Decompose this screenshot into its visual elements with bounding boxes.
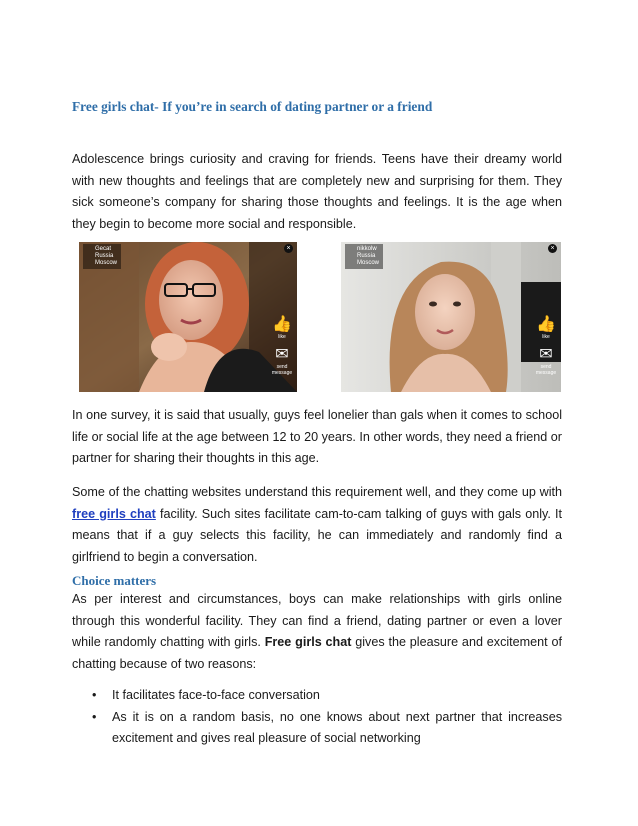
paragraph-choice-bold: Free girls chat xyxy=(264,635,352,649)
subheading-choice-matters: Choice matters xyxy=(72,573,157,588)
close-icon[interactable]: × xyxy=(284,244,293,253)
bullet-text: It facilitates face-to-face conversation xyxy=(112,688,320,702)
cam-location-city: Moscow xyxy=(357,260,380,266)
like-label: like xyxy=(542,334,550,340)
bullet-list xyxy=(72,685,562,750)
like-button[interactable] xyxy=(535,316,557,340)
list-item xyxy=(72,707,562,750)
paragraph-choice xyxy=(72,589,562,675)
thumbs-up-icon: 👍 xyxy=(272,316,292,333)
cam-username: Gecat xyxy=(95,246,112,252)
free-girls-chat-link[interactable]: free girls chat xyxy=(72,506,156,521)
bullet-icon: • xyxy=(92,709,97,724)
paragraph-intro: Adolescence brings curiosity and craving for friends. Teens have their dreamy world with new thoughts and feelings that are completely new and surprising for them. They sick someone’s company for sharing those thoughts and feelings. It is the age when they begin to become more social and responsible. xyxy=(72,152,562,231)
paragraph-websites-text-1: Some of the chatting websites understand this requirement well, and they come up with xyxy=(72,485,562,499)
send-message-button[interactable] xyxy=(535,346,557,376)
paragraph-survey: In one survey, it is said that usually, guys feel lonelier than gals when it comes to school life or social life at the age between 12 to 20 years. In other words, they need a friend or partner for sharing their thoughts in this age. xyxy=(72,408,562,465)
cam-location-country: Russia xyxy=(95,253,114,259)
bullet-text: As it is on a random basis, no one knows about next partner that increases excitement and gives real pleasure of social networking xyxy=(112,709,562,745)
message-icon: ✉ xyxy=(275,346,289,363)
cam-location-country: Russia xyxy=(357,253,376,259)
send-message-label: send message xyxy=(271,364,293,376)
paragraph-choice-text-2: gives the pleasure and excitement of chatting because of two reasons: xyxy=(72,635,562,671)
paragraph-choice-text-1: As per interest and circumstances, boys can make relationships with girls online through this wonderful facility. They can find a friend, dating partner or even a lover while randomly chatting with girls. xyxy=(72,592,562,649)
list-item xyxy=(72,685,562,707)
webcam-photo-left xyxy=(79,242,297,392)
cam-user-label-left xyxy=(83,244,121,269)
send-message-label: send message xyxy=(535,364,557,376)
close-icon[interactable]: × xyxy=(548,244,557,253)
cam-user-label-right xyxy=(345,244,383,269)
paragraph-websites-text-2: facility. Such sites facilitate cam-to-cam talking of guys with gals only. It means that if a guy selects this facility, he can immediately and randomly find a girlfriend to begin a conversation. xyxy=(72,506,562,564)
message-icon: ✉ xyxy=(539,346,553,363)
bullet-icon: • xyxy=(92,688,97,702)
thumbs-up-icon: 👍 xyxy=(536,316,556,333)
paragraph-websites xyxy=(72,482,562,568)
cam-location-city: Moscow xyxy=(95,260,118,266)
send-message-button[interactable] xyxy=(271,346,293,376)
page-title: Free girls chat- If you’re in search of dating partner or a friend xyxy=(72,99,433,114)
like-label: like xyxy=(278,334,286,340)
webcam-photo-right xyxy=(341,242,561,392)
cam-username: nikkolw xyxy=(357,246,377,252)
like-button[interactable] xyxy=(271,316,293,340)
